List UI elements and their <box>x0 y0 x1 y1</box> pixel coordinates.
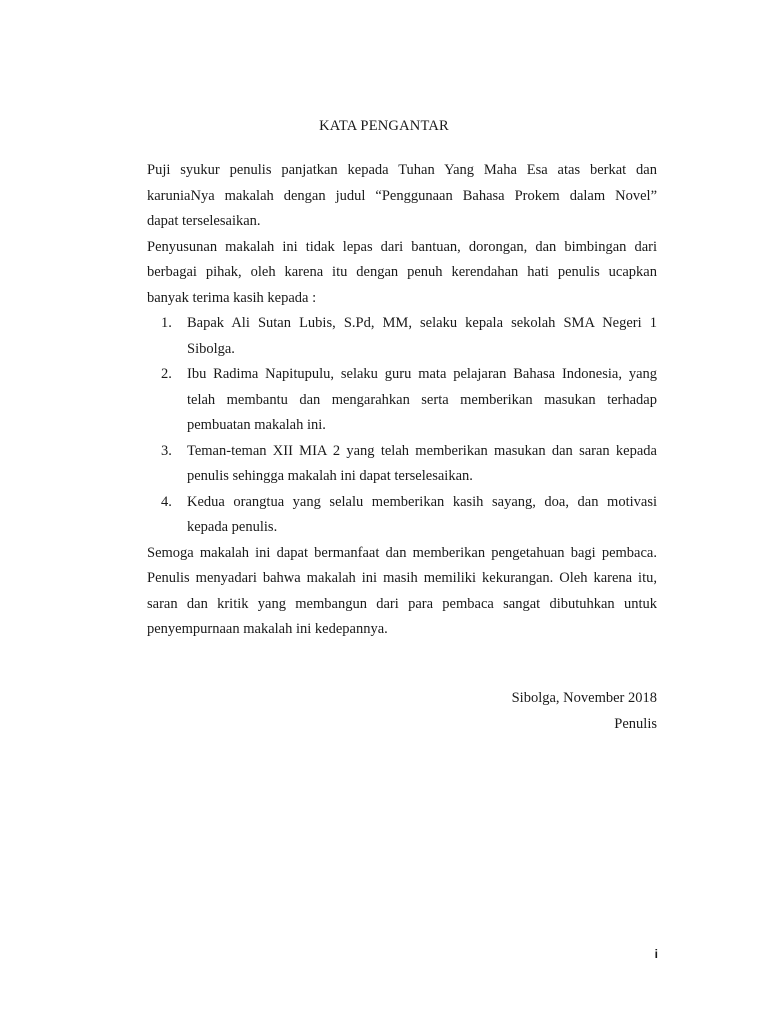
list-item <box>147 311 657 362</box>
list-text <box>187 311 657 362</box>
acknowledgement-list <box>147 311 657 541</box>
acknowledgement-paragraph <box>147 235 657 312</box>
text-line: dapat terselesaikan. <box>147 213 261 229</box>
signature-block <box>512 685 657 737</box>
text-line: berbagai pihak, oleh karena itu dengan penuh kerendahan hati penulis ucapkan <box>147 264 657 280</box>
text-line: telah membantu dan mengarahkan serta memberikan masukan terhadap <box>187 391 657 408</box>
list-number: 2. <box>161 366 172 382</box>
closing-paragraph <box>147 541 657 643</box>
document-body <box>147 158 657 643</box>
text-line: Penyusunan makalah ini tidak lepas dari bantuan, dorongan, dan bimbingan dari <box>147 238 657 255</box>
text-line: Penulis menyadari bahwa makalah ini masih memiliki kekurangan. Oleh karena itu, <box>147 570 657 586</box>
text-line: Bapak Ali Sutan Lubis, S.Pd, MM, selaku kepala sekolah SMA Negeri 1 <box>187 315 657 331</box>
text-line: penyempurnaan makalah ini kedepannya. <box>147 621 388 637</box>
text-line: Puji syukur penulis panjatkan kepada Tuhan Yang Maha Esa atas berkat dan <box>147 162 657 178</box>
opening-paragraph <box>147 158 657 235</box>
text-line: pembuatan makalah ini. <box>187 417 326 433</box>
signature-place-date: Sibolga, November 2018 <box>511 690 657 706</box>
text-line: karuniaNya makalah dengan judul “Penggunaan Bahasa Prokem dalam Novel” <box>147 187 657 204</box>
text-line: Sibolga. <box>187 340 235 357</box>
list-text <box>187 362 657 439</box>
text-line: Kedua orangtua yang selalu memberikan kasih sayang, doa, dan motivasi <box>187 493 657 510</box>
text-line: Ibu Radima Napitupulu, selaku guru mata pelajaran Bahasa Indonesia, yang <box>187 366 657 382</box>
list-number: 1. <box>161 315 172 331</box>
text-line: banyak terima kasih kepada : <box>147 289 317 306</box>
text-line: kepada penulis. <box>187 519 278 535</box>
list-item <box>147 439 657 490</box>
text-line: Teman-teman XII MIA 2 yang telah memberikan masukan dan saran kepada <box>187 442 657 459</box>
page-title: KATA PENGANTAR <box>319 118 449 134</box>
list-item <box>147 362 657 439</box>
list-number: 3. <box>161 442 172 459</box>
signature-author: Penulis <box>614 716 657 732</box>
page-number: i <box>654 947 658 961</box>
list-number: 4. <box>161 493 172 510</box>
list-text <box>187 439 657 490</box>
list-text <box>187 490 657 541</box>
list-item <box>147 490 657 541</box>
text-line: penulis sehingga makalah ini dapat terselesaikan. <box>187 468 473 484</box>
text-line: Semoga makalah ini dapat bermanfaat dan memberikan pengetahuan bagi pembaca. <box>147 544 657 561</box>
text-line: saran dan kritik yang membangun dari para pembaca sangat dibutuhkan untuk <box>147 595 657 612</box>
